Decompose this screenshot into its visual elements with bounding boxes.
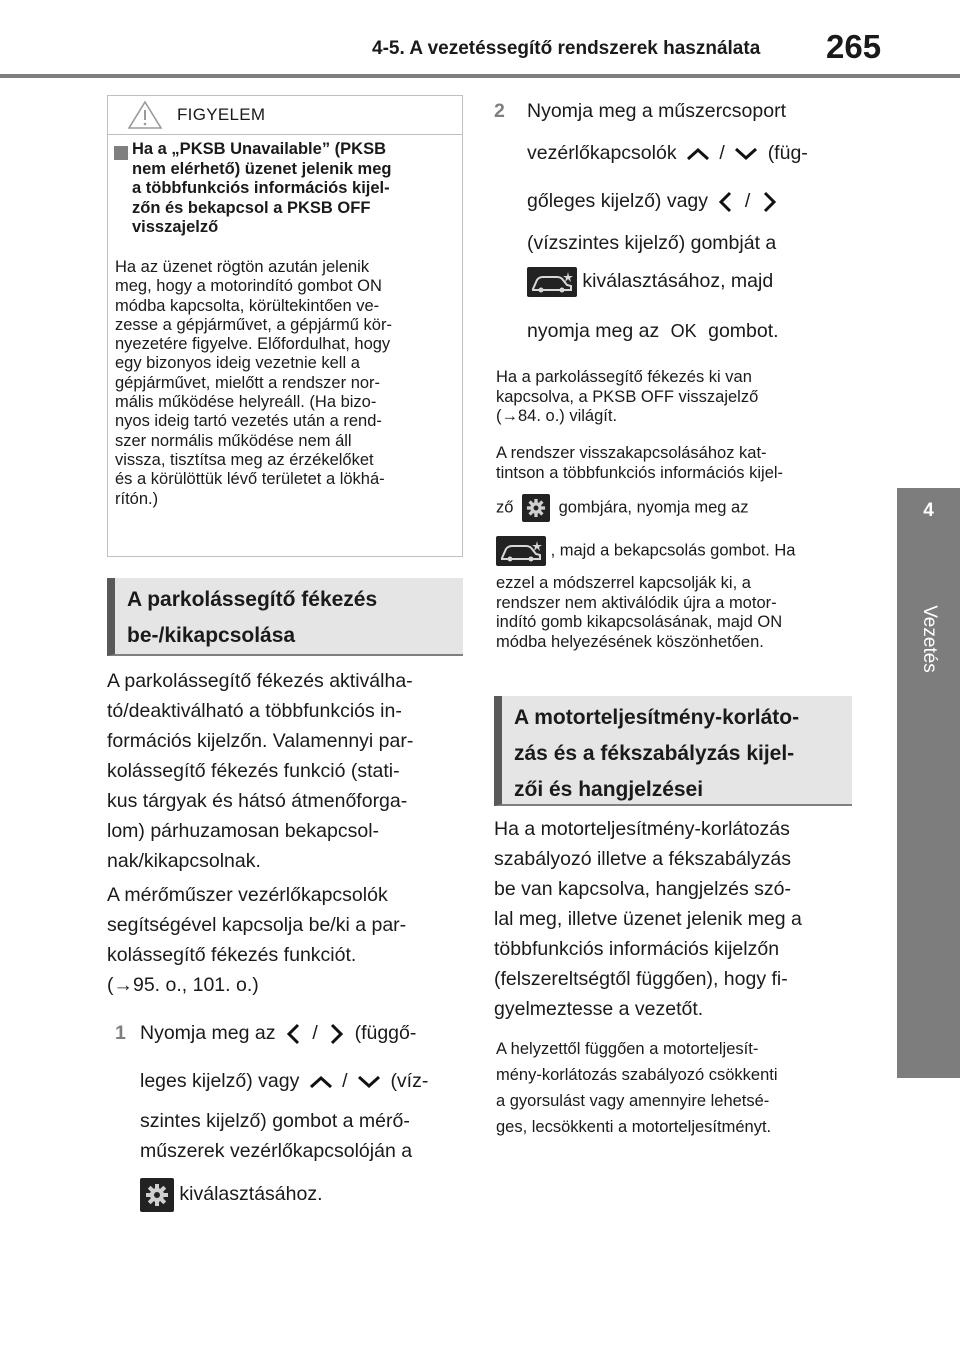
warning-triangle-icon (127, 100, 163, 130)
section2-note: A helyzettől függően a motorteljesít- mény-korlátozás szabályozó csökkenti a gyorsulást vagy amennyire lehetsé- ges, lecsökkenti a motorteljesítményt. (496, 1040, 778, 1136)
gear-icon (140, 1178, 174, 1212)
chapter-tab (897, 488, 960, 1078)
warning-header (107, 95, 463, 135)
chevron-up-icon (682, 142, 714, 166)
note-reenable-b: ző gombjára, nyomja meg az (496, 494, 856, 522)
chapter-number: 4 (923, 500, 934, 521)
chevron-left-icon (281, 1019, 307, 1049)
section1-paragraph-1: A parkolássegítő fékezés aktiválha- tó/deaktiválható a többfunkciós in- formációs kijelzőn. Valamennyi par- kolássegítő fékezés funkció (stati- kus tárgyak és hátsó átmenőforga- lom) párhuzamosan bekapcsol- nak/kikapcsolnak. (107, 670, 414, 872)
running-header: 4-5. A vezetéssegítő rendszerek használata (372, 38, 761, 59)
note-reenable-c: , majd a bekapcsolás gombot. Ha (496, 536, 856, 566)
chevron-down-icon (353, 1070, 385, 1094)
warning-subheading: Ha a „PKSB Unavailable” (PKSB nem elérhető) üzenet jelenik meg a többfunkciós információs kijel- zőn és bekapcsol a PKSB OFF visszajelző (132, 140, 392, 236)
step-2-number: 2 (494, 100, 505, 122)
step-1: 1 Nyomja meg az / (függő- leges kijelző) vagy / (víz- szintes kijelző) gombot a mérő- műszerek vezérlőkapcsolóján a kiválasztásához. (107, 1018, 467, 1218)
note-reenable-a: A rendszer visszakapcsolásához kat- tintson a többfunkciós információs kijel- (496, 444, 784, 482)
chevron-right-icon (756, 187, 782, 217)
page-number: 265 (826, 28, 882, 65)
section1-paragraph-2: A mérőműszer vezérlőkapcsolók segítségével kapcsolja be/ki a par- kolássegítő fékezés funkciót. (→95. o., 101. o.) (107, 884, 407, 996)
chevron-right-icon (323, 1019, 349, 1049)
chevron-down-icon (730, 142, 762, 166)
warning-body: Ha az üzenet rögtön azután jelenik meg, hogy a motorindító gombot ON módba kapcsolta, körültekintően ve- zesse a gépjárművet, a gépjármű kör- nyezetére figyelve. Előfordulhat, hogy egy bizonyos ideig vezetnie kell a gépjárművet, mielőtt a rendszer nor- mális működése helyreáll. (Ha bizo- nyos ideig tartó vezetés után a rend- szer normális működése nem áll vissza, tisztítsa meg az érzékelőket és a körülöttük lévő területet a lökhá- rítón.) (115, 258, 392, 508)
chevron-left-icon (713, 187, 739, 217)
warning-title: FIGYELEM (177, 105, 266, 124)
warning-bullet (114, 146, 128, 160)
section-heading-engine-power-limit: A motorteljesítmény-korláto- zás és a fékszabályzás kijel- zői és hangjelzései (494, 696, 852, 806)
section-heading-parking-brake: A parkolássegítő fékezés be-/kikapcsolása (107, 578, 463, 656)
chevron-up-icon (305, 1070, 337, 1094)
step-1-number: 1 (115, 1022, 126, 1044)
ok-button-symbol: OK (670, 321, 697, 341)
note-pksb-off: Ha a parkolássegítő fékezés ki van kapcsolva, a PKSB OFF visszajelző (→84. o.) világít. (496, 368, 759, 425)
gear-icon (522, 494, 550, 522)
step-2: 2 Nyomja meg a műszercsoport vezérlőkapcsolók / (füg- gőleges kijelző) vagy / (vízszintes kijelző) gombját a kiválasztásához, majd nyomja meg az OK gombot. (494, 100, 808, 342)
note-reenable-d: ezzel a módszerrel kapcsolják ki, a rendszer nem aktiválódik újra a motor- indító gomb kikapcsolásának, majd ON módba helyezésének köszönhetően. (496, 574, 783, 651)
header-rule (0, 74, 960, 78)
parking-brake-car-icon (527, 267, 577, 297)
parking-brake-car-icon (496, 536, 546, 566)
chapter-label: Vezetés (918, 605, 940, 673)
section2-paragraph: Ha a motorteljesítmény-korlátozás szabályozó illetve a fékszabályzás be van kapcsolva, hangjelzés szó- lal meg, illetve üzenet jelenik meg a többfunkciós információs kijelzőn (felszereltségtől függően), hogy fi- gyelmeztesse a vezetőt. (494, 818, 802, 1020)
